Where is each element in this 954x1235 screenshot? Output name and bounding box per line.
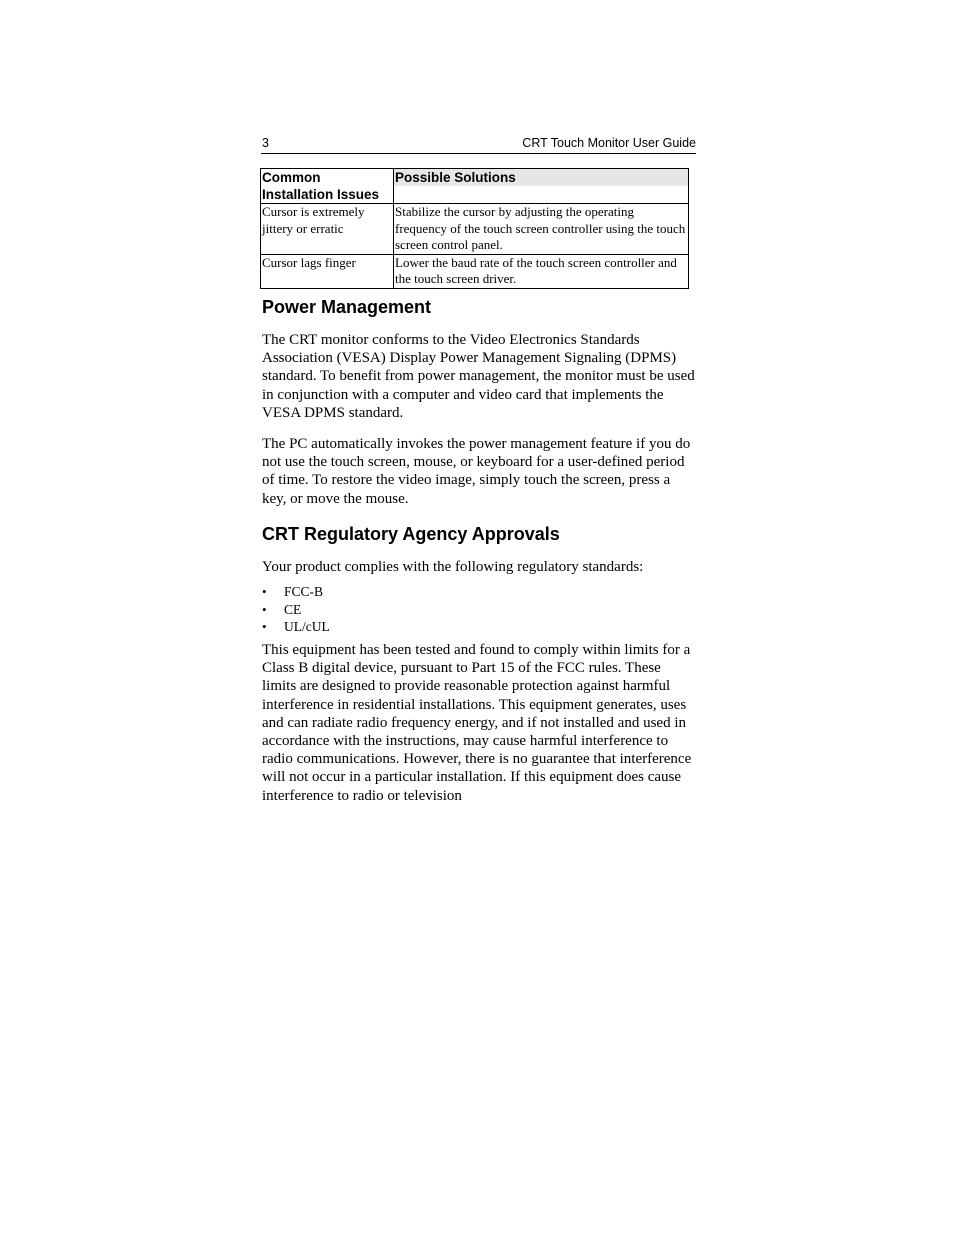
table-cell-solution: Stabilize the cursor by adjusting the operating frequency of the touch screen controller using the touch screen control panel.: [394, 204, 689, 255]
table-cell-solution: Lower the baud rate of the touch screen controller and the touch screen driver.: [394, 254, 689, 288]
bullet-icon: •: [262, 584, 267, 599]
running-header-title: CRT Touch Monitor User Guide: [522, 136, 696, 150]
bullet-icon: •: [262, 601, 267, 617]
page-number: 3: [262, 136, 269, 150]
table-row: [261, 254, 689, 288]
paragraph: This equipment has been tested and found to comply within limits for a Class B digital device, pursuant to Part 15 of the FCC rules. These limits are designed to provide reasonable protection against harmful interference in residential installations. This equipment generates, uses and can radiate radio frequency energy, and if not installed and used in accordance with the instructions, may cause harmful interference to radio communications. However, there is no guarantee that interference will not occur in a particular installation. If this equipment does cause interference to radio or television: [262, 642, 692, 804]
column-header-issues: Common Installation Issues: [261, 169, 394, 204]
list-item-label: CE: [284, 601, 302, 617]
paragraph-intro: Your product complies with the following regulatory standards:: [262, 559, 644, 575]
bullet-icon: •: [262, 619, 267, 634]
standards-list: [262, 583, 330, 636]
column-header-solutions: Possible Solutions: [394, 169, 689, 204]
list-item-label: FCC-B: [284, 584, 324, 599]
section-heading-power-management: Power Management: [262, 297, 432, 317]
installation-issues-table: [260, 168, 689, 289]
paragraph: The CRT monitor conforms to the Video Electronics Standards Association (VESA) Display Power Management Signaling (DPMS) standard. To benefit from power management, the monitor must be used in conjunction with a computer and video card that implements the VESA DPMS standard.: [262, 332, 695, 421]
table-cell-issue: Cursor is extremely jittery or erratic: [261, 204, 394, 255]
list-item: [262, 618, 330, 636]
list-item: [262, 601, 330, 619]
list-item-label: UL/cUL: [284, 619, 330, 634]
paragraph: The PC automatically invokes the power management feature if you do not use the touch screen, mouse, or keyboard for a user-defined period of time. To restore the video image, simply touch the screen, press a key, or move the mouse.: [262, 436, 691, 507]
table-row: [261, 204, 689, 255]
table-header-row: [261, 169, 689, 204]
table-cell-issue: Cursor lags finger: [261, 254, 394, 288]
list-item: [262, 583, 330, 601]
section-heading-regulatory: CRT Regulatory Agency Approvals: [262, 524, 560, 544]
running-header: [261, 135, 696, 154]
